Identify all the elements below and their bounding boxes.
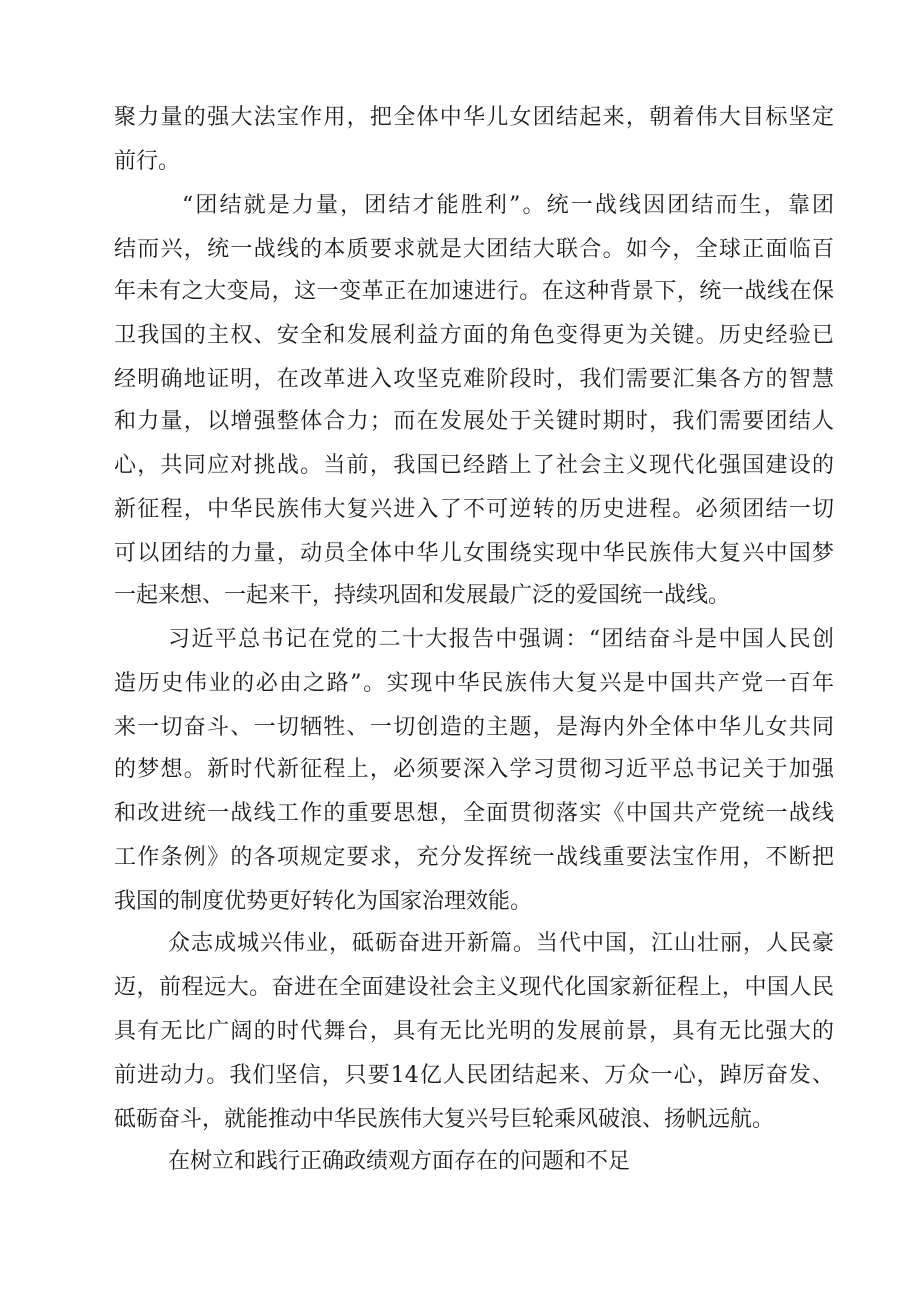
paragraph-1-line-1: 聚力量的强大法宝作用，把全体中华儿女团结起来，朝着伟大目标坚定 bbox=[114, 105, 834, 130]
paragraph-3-line-4: 的梦想。新时代新征程上，必须要深入学习贯彻习近平总书记关于加强 bbox=[114, 757, 834, 782]
paragraph-4-line-3: 具有无比广阔的时代舞台，具有无比光明的发展前景，具有无比强大的 bbox=[114, 1019, 834, 1044]
paragraph-3-line-2: 造历史伟业的必由之路”。实现中华民族伟大复兴是中国共产党一百年 bbox=[114, 671, 834, 696]
paragraph-2-line-1: “团结就是力量，团结才能胜利”。统一战线因团结而生，靠团 bbox=[182, 193, 834, 218]
paragraph-2-line-8: 新征程，中华民族伟大复兴进入了不可逆转的历史进程。必须团结一切 bbox=[114, 497, 834, 522]
paragraph-3-line-1: 习近平总书记在党的二十大报告中强调：“团结奋斗是中国人民创 bbox=[168, 627, 834, 652]
paragraph-2-line-10: 一起来想、一起来干，持续巩固和发展最广泛的爱国统一战线。 bbox=[114, 583, 731, 608]
paragraph-2-line-3: 年未有之大变局，这一变革正在加速进行。在这种背景下，统一战线在保 bbox=[114, 279, 834, 304]
paragraph-3-line-6: 工作条例》的各项规定要求，充分发挥统一战线重要法宝作用，不断把 bbox=[114, 845, 834, 870]
paragraph-2-line-7: 心，共同应对挑战。当前，我国已经踏上了社会主义现代化强国建设的 bbox=[114, 453, 834, 478]
paragraph-2-line-5: 经明确地证明，在改革进入攻坚克难阶段时，我们需要汇集各方的智慧 bbox=[114, 367, 834, 392]
paragraph-1-line-2: 前行。 bbox=[114, 149, 181, 174]
paragraph-4-line-4: 前进动力。我们坚信，只要14亿人民团结起来、万众一心，踔厉奋发、 bbox=[114, 1063, 834, 1088]
paragraph-2-line-6: 和力量，以增强整体合力；而在发展处于关键时期时，我们需要团结人 bbox=[114, 409, 834, 434]
paragraph-4-line-1: 众志成城兴伟业，砥砺奋进开新篇。当代中国，江山壮丽，人民豪 bbox=[168, 931, 834, 956]
paragraph-5-line-1: 在树立和践行正确政绩观方面存在的问题和不足 bbox=[168, 1149, 631, 1174]
paragraph-3-line-7: 我国的制度优势更好转化为国家治理效能。 bbox=[114, 889, 533, 914]
paragraph-4-line-5: 砥砺奋斗，就能推动中华民族伟大复兴号巨轮乘风破浪、扬帆远航。 bbox=[114, 1107, 775, 1132]
paragraph-2-line-9: 可以团结的力量，动员全体中华儿女围绕实现中华民族伟大复兴中国梦 bbox=[114, 541, 834, 566]
paragraph-3-line-5: 和改进统一战线工作的重要思想，全面贯彻落实《中国共产党统一战线 bbox=[114, 801, 834, 826]
paragraph-2-line-4: 卫我国的主权、安全和发展利益方面的角色变得更为关键。历史经验已 bbox=[114, 323, 834, 348]
paragraph-3-line-3: 来一切奋斗、一切牺牲、一切创造的主题，是海内外全体中华儿女共同 bbox=[114, 715, 834, 740]
paragraph-4-line-2: 迈，前程远大。奋进在全面建设社会主义现代化国家新征程上，中国人民 bbox=[114, 975, 834, 1000]
paragraph-2-line-2: 结而兴，统一战线的本质要求就是大团结大联合。如今，全球正面临百 bbox=[114, 237, 834, 262]
